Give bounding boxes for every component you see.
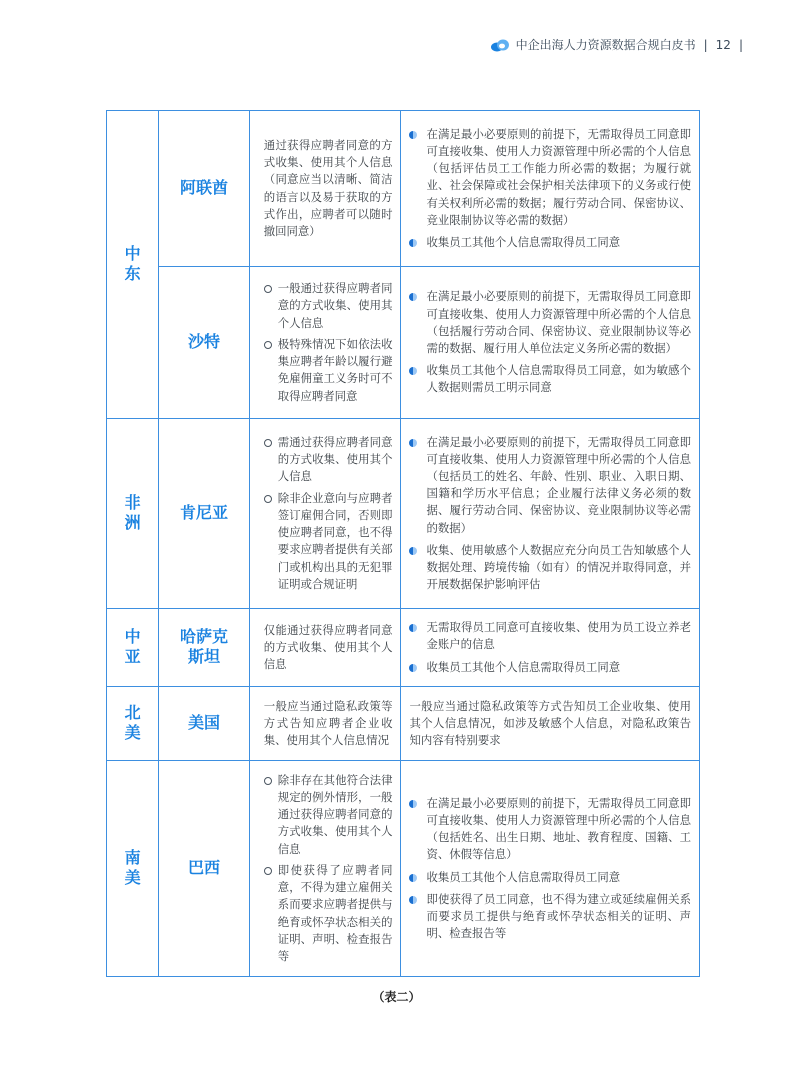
half-filled-dot-icon <box>409 800 417 808</box>
list-item <box>409 869 691 886</box>
list-item <box>409 619 691 653</box>
region-label: 北美 <box>124 703 141 743</box>
employee-rules-cell <box>401 419 700 609</box>
region-label: 中亚 <box>124 627 141 667</box>
candidate-consent-cell <box>249 609 401 687</box>
list-item <box>409 542 691 594</box>
consent-text: 通过获得应聘者同意的方式收集、使用其个人信息（同意应当以清晰、简洁的语言以及易于获取的方式作出，应聘者可以随时撤回同意） <box>263 137 393 238</box>
region-cell <box>107 419 159 609</box>
consent-text: 除非存在其他符合法律规定的例外情形，一般通过获得应聘者同意的方式收集、使用其个人信息 <box>277 772 393 856</box>
candidate-consent-cell <box>249 687 401 761</box>
table-row <box>107 111 700 267</box>
hollow-circle-icon <box>264 341 272 349</box>
consent-text: 仅能通过获得应聘者同意的方式收集、使用其个人信息 <box>263 622 393 672</box>
consent-text: 一般应当通过隐私政策等方式告知应聘者企业收集、使用其个人信息情况 <box>263 698 393 748</box>
country-cell <box>159 267 249 419</box>
rule-text: 在满足最小必要原则的前提下，无需取得员工同意即可直接收集、使用人力资源管理中所必需的个人信息（包括履行劳动合同、保密协议、竞业限制协议等必需的数据、履行用人单位法定义务所必需的数据） <box>426 289 691 355</box>
half-filled-dot-icon <box>409 896 417 904</box>
consent-text: 极特殊情况下如依法收集应聘者年龄以履行避免雇佣童工义务时可不取得应聘者同意 <box>277 336 393 403</box>
header-separator-right: | <box>738 37 743 52</box>
country-label: 哈萨克斯坦 <box>179 627 228 667</box>
hollow-circle-icon <box>264 439 272 447</box>
employee-rules-cell <box>401 111 700 267</box>
half-filled-dot-icon <box>409 547 417 555</box>
list-item <box>264 490 393 593</box>
half-filled-dot-icon <box>409 131 417 139</box>
table-row <box>107 419 700 609</box>
region-cell <box>107 609 159 687</box>
list-item <box>409 126 691 229</box>
list-item <box>409 659 691 676</box>
country-cell <box>159 609 249 687</box>
header-title: 中企出海人力资源数据合规白皮书 <box>515 38 696 52</box>
cloud-logo-icon <box>490 38 510 52</box>
table-row <box>107 761 700 977</box>
country-label: 肯尼亚 <box>179 503 228 523</box>
country-label: 美国 <box>187 713 220 733</box>
country-label: 巴西 <box>187 858 220 878</box>
region-label: 南美 <box>124 848 141 888</box>
hollow-circle-icon <box>264 285 272 293</box>
list-item <box>409 234 691 251</box>
rule-text: 收集员工其他个人信息需取得员工同意，如为敏感个人数据则需员工明示同意 <box>426 363 691 395</box>
hollow-circle-icon <box>264 777 272 785</box>
half-filled-dot-icon <box>409 439 417 447</box>
country-label: 阿联酋 <box>179 178 228 198</box>
employee-rules-cell <box>401 609 700 687</box>
candidate-consent-cell <box>249 419 401 609</box>
table-row <box>107 687 700 761</box>
country-label: 沙特 <box>187 332 220 352</box>
consent-text: 除非企业意向与应聘者签订雇佣合同，否则即使应聘者同意，也不得要求应聘者提供有关部门或机构出具的无犯罪证明或合规证明 <box>277 490 393 591</box>
region-label: 非洲 <box>124 493 141 533</box>
rule-text: 收集员工其他个人信息需取得员工同意 <box>426 235 621 249</box>
table-row <box>107 267 700 419</box>
hollow-circle-icon <box>264 495 272 503</box>
half-filled-dot-icon <box>409 293 417 301</box>
employee-rules-cell <box>401 267 700 419</box>
rule-text: 在满足最小必要原则的前提下，无需取得员工同意即可直接收集、使用人力资源管理中所必需的个人信息（包括员工的姓名、年龄、性别、职业、入职日期、国籍和学历水平信息；企业履行法律义务必须的数据、履行劳动合同、保密协议、竞业限制协议等必需的数据） <box>426 434 691 535</box>
half-filled-dot-icon <box>409 874 417 882</box>
half-filled-dot-icon <box>409 367 417 375</box>
compliance-table <box>106 110 700 977</box>
half-filled-dot-icon <box>409 664 417 672</box>
half-filled-dot-icon <box>409 239 417 247</box>
rule-text: 收集员工其他个人信息需取得员工同意 <box>426 659 621 674</box>
header-separator: | <box>703 37 708 52</box>
half-filled-dot-icon <box>409 624 417 632</box>
country-cell <box>159 761 249 977</box>
consent-text: 需通过获得应聘者同意的方式收集、使用其个人信息 <box>277 435 393 484</box>
candidate-consent-cell <box>249 111 401 267</box>
list-item <box>409 891 691 943</box>
rule-text: 即使获得了员工同意，也不得为建立或延续雇佣关系而要求员工提供与绝育或怀孕状态相关的证明、声明、检查报告等 <box>426 891 691 941</box>
region-cell <box>107 687 159 761</box>
consent-text: 一般通过获得应聘者同意的方式收集、使用其个人信息 <box>277 281 393 330</box>
list-item <box>264 280 393 332</box>
list-item <box>264 772 393 858</box>
consent-text: 即使获得了应聘者同意，不得为建立雇佣关系而要求应聘者提供与绝育或怀孕状态相关的证明、声明、检查报告等 <box>277 862 393 963</box>
country-cell <box>159 687 249 761</box>
page-number: 12 <box>715 37 731 52</box>
country-cell <box>159 419 249 609</box>
rule-text: 一般应当通过隐私政策等方式告知员工企业收集、使用其个人信息情况，如涉及敏感个人信息，对隐私政策告知内容有特别要求 <box>409 698 691 748</box>
rule-text: 在满足最小必要原则的前提下，无需取得员工同意即可直接收集、使用人力资源管理中所必需的个人信息（包括姓名、出生日期、地址、教育程度、国籍、工资、休假等信息） <box>426 795 691 862</box>
list-item <box>264 434 393 486</box>
list-item <box>409 434 691 537</box>
region-cell <box>107 111 159 419</box>
rule-text: 收集、使用敏感个人数据应充分向员工告知敏感个人数据处理、跨境传输（如有）的情况并取得同意，并开展数据保护影响评估 <box>426 542 691 592</box>
rule-text: 无需取得员工同意可直接收集、使用为员工设立养老金账户的信息 <box>426 620 691 652</box>
candidate-consent-cell <box>249 267 401 419</box>
candidate-consent-cell <box>249 761 401 977</box>
rule-text: 收集员工其他个人信息需取得员工同意 <box>426 869 621 884</box>
page-header <box>490 36 745 53</box>
list-item <box>264 862 393 965</box>
region-cell <box>107 761 159 977</box>
list-item <box>409 795 691 864</box>
country-cell <box>159 111 249 267</box>
table-caption: （表二） <box>372 990 421 1004</box>
list-item <box>264 336 393 405</box>
region-label: 中东 <box>124 244 141 284</box>
employee-rules-cell <box>401 687 700 761</box>
employee-rules-cell <box>401 761 700 977</box>
list-item <box>409 288 691 357</box>
rule-text: 在满足最小必要原则的前提下，无需取得员工同意即可直接收集、使用人力资源管理中所必需的个人信息（包括评估员工工作能力所必需的数据；为履行就业、社会保障或社会保护相关法律项下的义务或行使有关权利所必需的数据；履行劳动合同、保密协议、竞业限制协议等必需的数据） <box>426 126 691 227</box>
table-row <box>107 609 700 687</box>
list-item <box>409 362 691 396</box>
hollow-circle-icon <box>264 867 272 875</box>
